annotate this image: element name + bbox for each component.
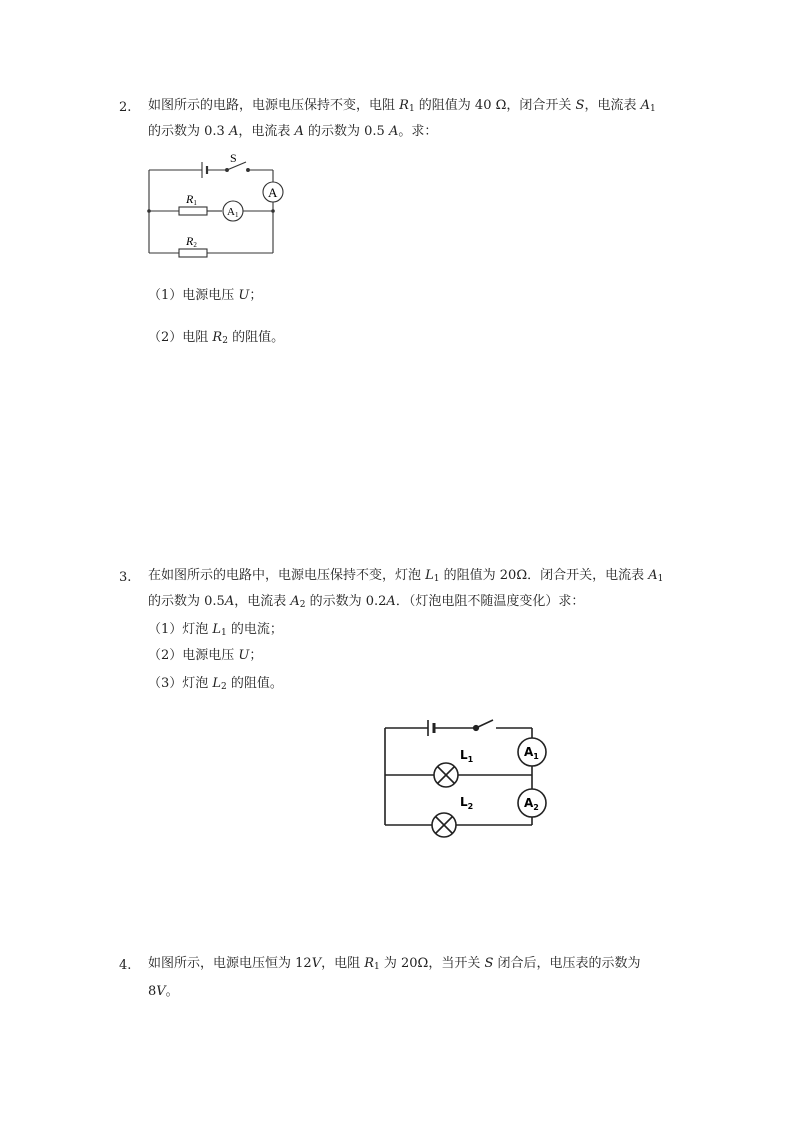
problem-number: 3. — [119, 570, 132, 585]
a1-subscript: 1 — [533, 752, 539, 761]
lamp-l1-label — [460, 748, 474, 764]
text: 在如图所示的电路中，电源电压保持不变，灯泡 — [148, 568, 426, 583]
var: A — [640, 98, 650, 113]
question-2 — [148, 328, 284, 351]
ammeter-a1-subscript: 1 — [234, 211, 239, 219]
problem-text-line-1 — [148, 954, 641, 977]
var: V — [311, 956, 322, 971]
var: L — [212, 676, 222, 691]
text: 。求： — [398, 124, 438, 139]
r2-subscript: 2 — [193, 241, 197, 249]
subscript: 1 — [374, 962, 380, 972]
subscript: 1 — [657, 574, 664, 584]
text: ，电阻 — [321, 956, 365, 971]
text: 如图所示的电路，电源电压保持不变，电阻 — [148, 98, 400, 113]
text: 8 — [148, 984, 157, 999]
l2-subscript: 2 — [467, 802, 474, 811]
var: R — [364, 956, 375, 971]
resistor-r1 — [179, 207, 207, 215]
var: R — [212, 330, 223, 345]
subscript: 1 — [649, 104, 656, 114]
subscript: 1 — [408, 104, 415, 114]
problem-text-line-2 — [148, 122, 437, 142]
var: A — [228, 124, 239, 139]
a2-letter: A — [524, 796, 534, 810]
question-3 — [148, 674, 283, 697]
switch-blade — [478, 720, 493, 727]
text: ，电流表 — [238, 124, 295, 139]
var: A — [290, 594, 300, 609]
text: （2）电源电压 — [148, 648, 239, 663]
text: 的阻值。 — [226, 676, 283, 691]
var: A — [648, 568, 658, 583]
question-1 — [148, 620, 283, 643]
problem-number: 4. — [119, 958, 132, 973]
a1-letter: A — [524, 745, 534, 759]
ammeter-a1-letter: A — [227, 206, 235, 218]
var: R — [399, 98, 409, 113]
question-1 — [148, 286, 262, 306]
text: 的阻值。 — [227, 330, 285, 345]
text: （1）电源电压 — [148, 288, 239, 303]
text: ，电流表 — [234, 594, 291, 609]
problem-text-line-2 — [148, 592, 584, 615]
problem-text-line-1 — [148, 96, 656, 119]
text: 的示数为 0.5 — [303, 124, 389, 139]
subscript: 1 — [221, 628, 227, 638]
l2-letter: L — [460, 795, 468, 809]
question-2 — [148, 646, 262, 666]
switch-label: S — [230, 151, 237, 165]
problem-text-line-2 — [148, 982, 179, 1002]
var: S — [484, 956, 494, 971]
ammeter-a1-label — [524, 745, 539, 761]
var: A — [224, 594, 235, 609]
var: V — [156, 984, 166, 999]
text: （2）电阻 — [148, 330, 213, 345]
subscript: 2 — [299, 600, 306, 610]
text: 。 — [165, 984, 179, 999]
circuit-diagram-2 — [382, 714, 557, 834]
var: L — [425, 568, 434, 583]
text: ，电流表 — [584, 98, 641, 113]
text: ； — [249, 648, 263, 663]
var: S — [575, 98, 585, 113]
subscript: 2 — [222, 336, 228, 346]
text: 为 20Ω，当开关 — [379, 956, 485, 971]
text: （1）灯泡 — [148, 622, 213, 637]
l1-subscript: 1 — [467, 755, 474, 764]
subscript: 1 — [433, 574, 440, 584]
text: 如图所示，电源电压恒为 12 — [148, 956, 312, 971]
problem-text-line-1 — [148, 566, 663, 589]
var: A — [388, 124, 399, 139]
text: ．（灯泡电阻不随温度变化）求： — [395, 594, 585, 609]
var: L — [212, 622, 222, 637]
r1-letter: R — [186, 192, 194, 206]
text: 的示数为 0.3 — [148, 124, 229, 139]
var: A — [294, 124, 304, 139]
text: （3）灯泡 — [148, 676, 213, 691]
circuit-diagram-1 — [146, 148, 296, 263]
text: 的阻值为 20Ω．闭合开关，电流表 — [439, 568, 649, 583]
r1-subscript: 1 — [193, 199, 197, 207]
text: ； — [249, 288, 263, 303]
text: 的示数为 0.2 — [305, 594, 387, 609]
resistor-r2-label — [185, 234, 197, 249]
resistor-r2 — [179, 249, 207, 257]
text: 的阻值为 40 Ω，闭合开关 — [414, 98, 576, 113]
lamp-l2-label — [460, 795, 473, 811]
a2-subscript: 2 — [533, 803, 539, 812]
var: U — [238, 648, 250, 663]
l1-letter: L — [460, 748, 468, 762]
text: 闭合后，电压表的示数为 — [493, 956, 641, 971]
subscript: 2 — [221, 682, 227, 692]
ammeter-a1-label — [227, 206, 239, 219]
text: 的示数为 0.5 — [148, 594, 225, 609]
var: U — [238, 288, 250, 303]
var: A — [386, 594, 396, 609]
ammeter-main-label: A — [268, 185, 278, 200]
ammeter-a2-label — [524, 796, 539, 812]
r2-letter: R — [186, 234, 194, 248]
problem-number: 2. — [119, 100, 132, 115]
text: 的电流； — [226, 622, 283, 637]
resistor-r1-label — [185, 192, 197, 207]
